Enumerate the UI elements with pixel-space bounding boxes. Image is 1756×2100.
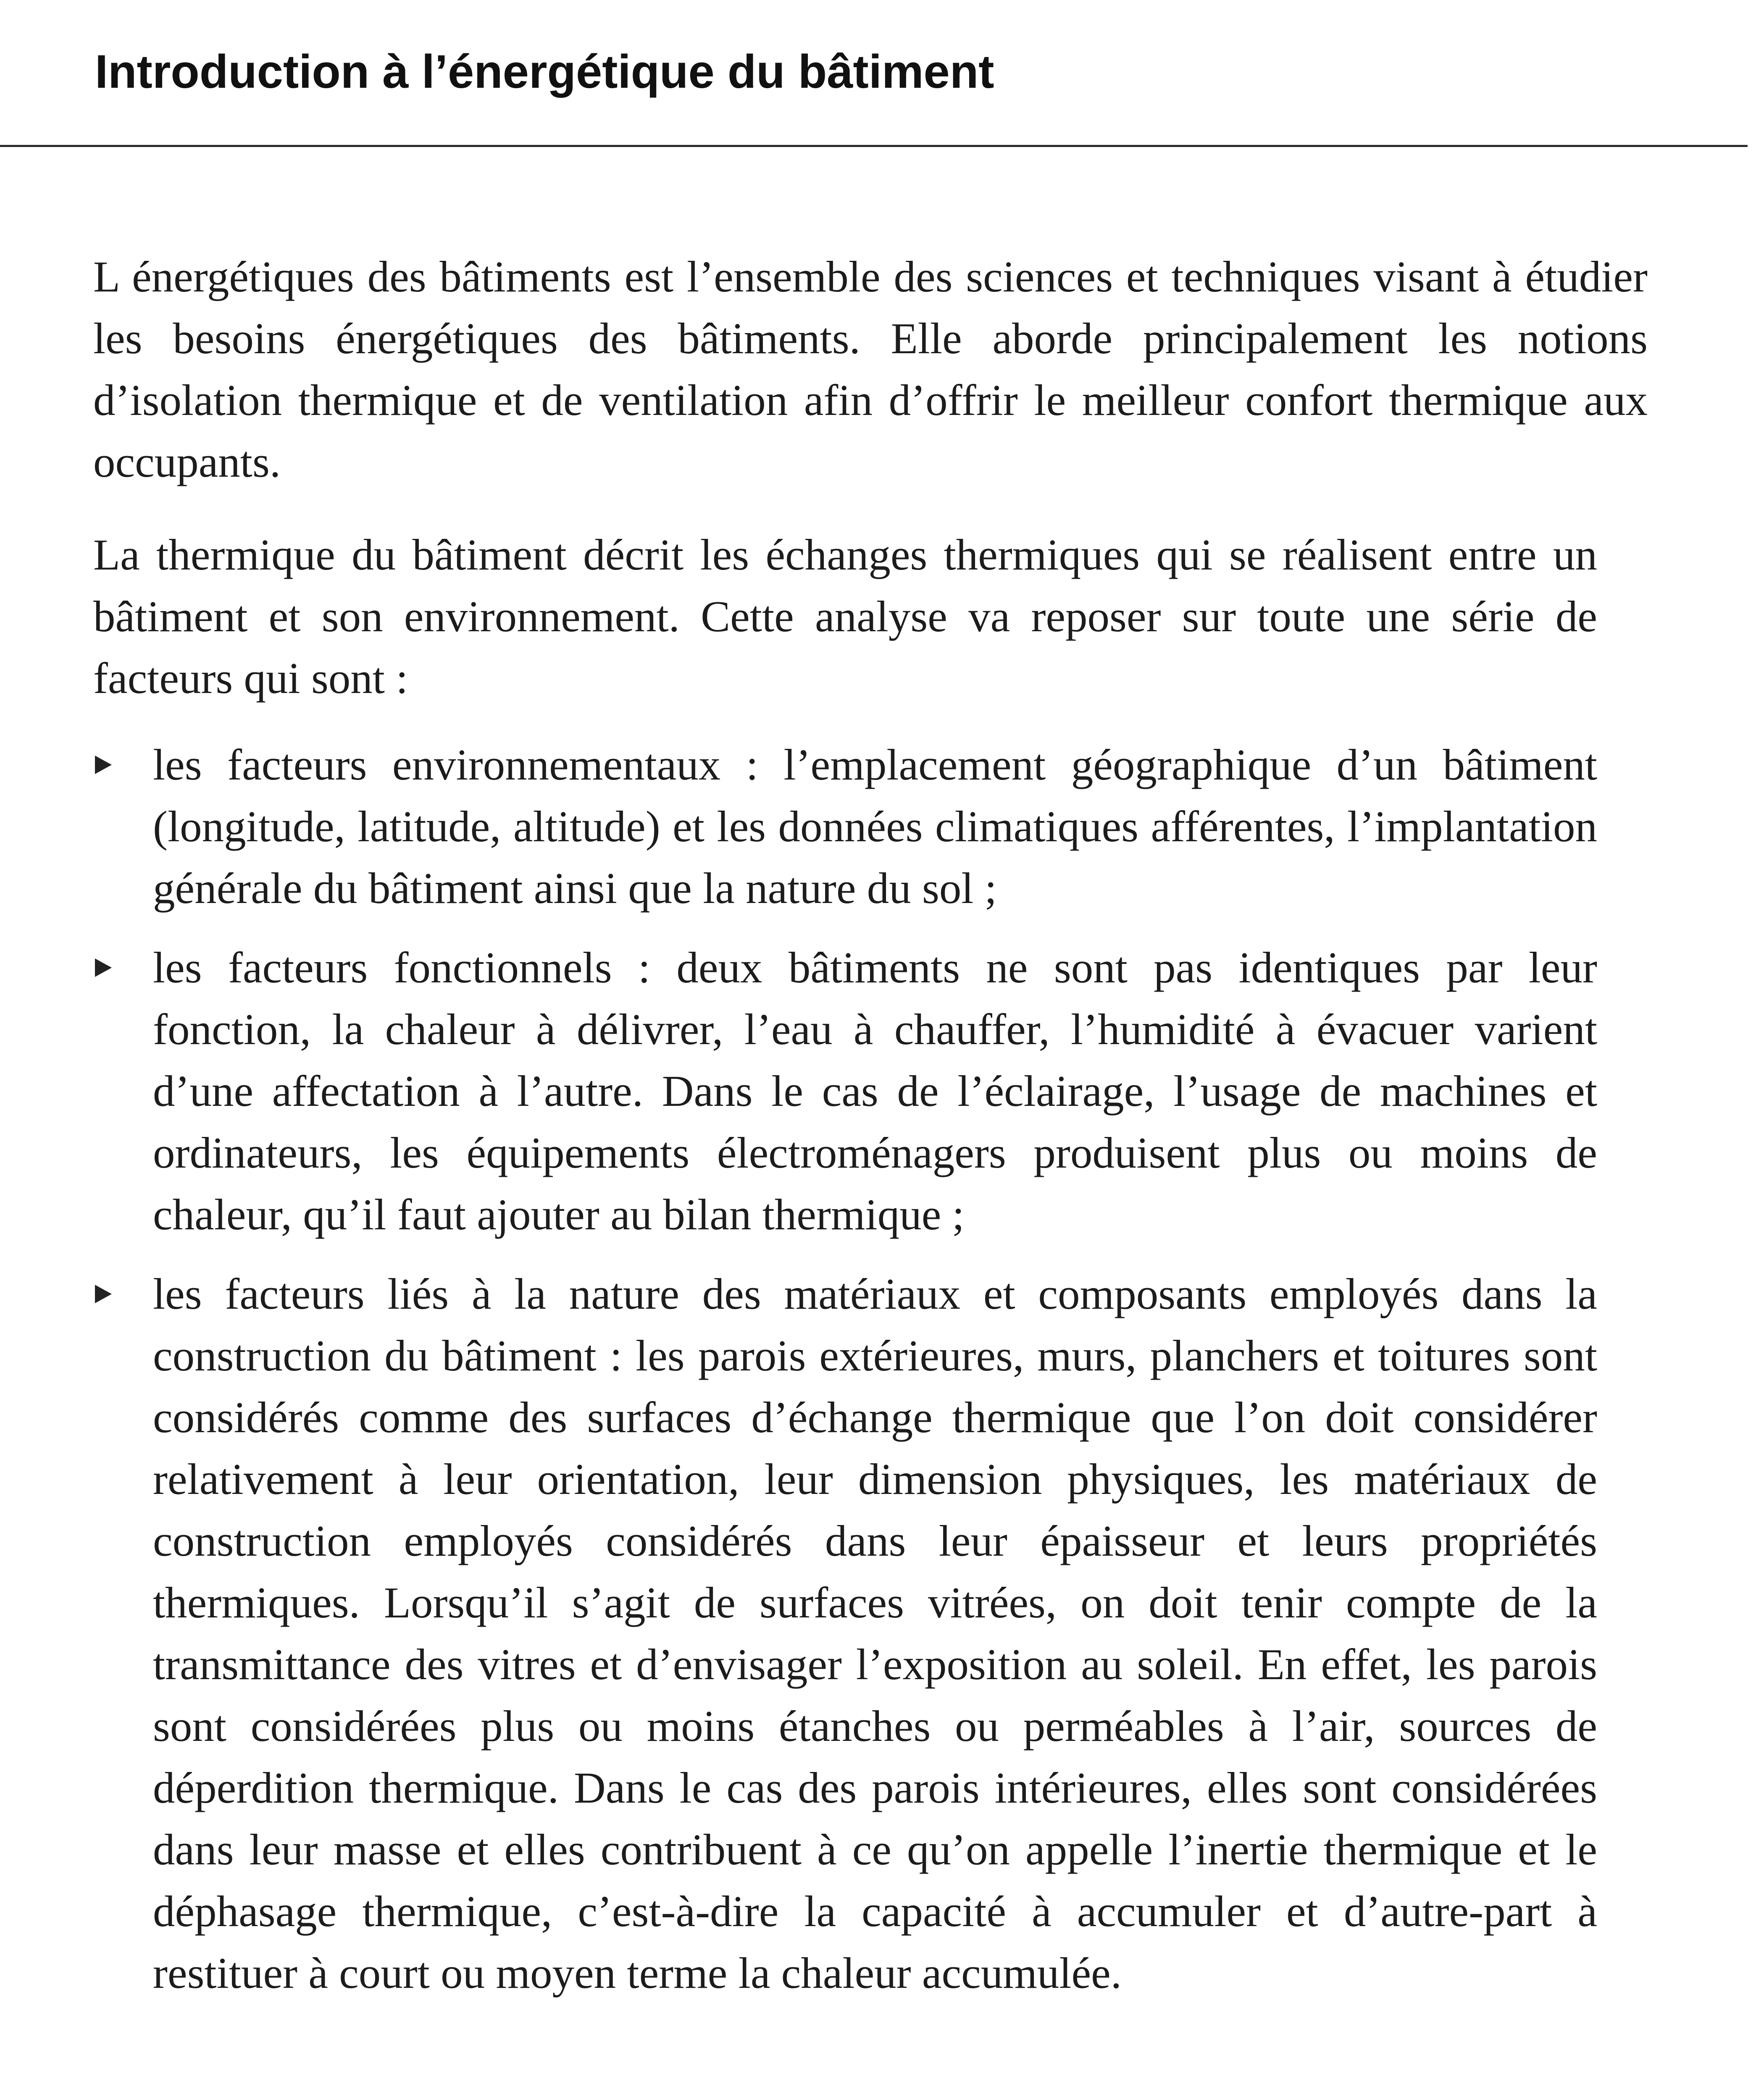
paragraph-thermique: La thermique du bâtiment décrit les échanges thermiques qui se réalisent entre un bâtiment et son environnement. Cette analyse va reposer sur toute une série de facteurs qui sont : xyxy=(93,530,1597,703)
list-item-environmental xyxy=(93,734,1597,919)
right-triangle-bullet-icon xyxy=(95,756,112,774)
list-item-functional xyxy=(93,937,1597,1245)
list-item-materials xyxy=(93,1263,1597,2004)
list-item-text: les facteurs liés à la nature des matériaux et composants employés dans la construction du bâtiment : les parois extérieures, murs, planchers et toitures sont considérés comme des surfaces d’échange thermique que l’on doit considérer relativement à leur orientation, leur dimension physiques, les matériaux de construction employés considérés dans leur épaisseur et leurs propriétés thermiques. Lorsqu’il s’agit de surfaces vitrées, on doit tenir compte de la transmittance des vitres et d’envisager l’exposition au soleil. En effet, les parois sont considérées plus ou moins étanches ou perméables à l’air, sources de déperdition thermique. Dans le cas des parois intérieures, elles sont considérées dans leur masse et elles contribuent à ce qu’on appelle l’inertie thermique et le déphasage thermique, c’est-à-dire la capacité à accumuler et d’autre-part à restituer à court ou moyen terme la chaleur accumulée. xyxy=(153,1269,1597,1998)
list-item-text: les facteurs fonctionnels : deux bâtiments ne sont pas identiques par leur fonction, la chaleur à délivrer, l’eau à chauffer, l’humidité à évacuer varient d’une affectation à l’autre. Dans le cas de l’éclairage, l’usage de machines et ordinateurs, les équipements électroménagers produisent plus ou moins de chaleur, qu’il faut ajouter au bilan thermique ; xyxy=(153,943,1597,1239)
right-triangle-bullet-icon xyxy=(95,958,112,977)
paragraph-intro: L énergétiques des bâtiments est l’ensemble des sciences et techniques visant à étudier les besoins énergétiques des bâtiments. Elle aborde principalement les notions d’isolation thermique et de ventilation afin d’offrir le meilleur confort thermique aux occupants. xyxy=(93,252,1648,486)
factors-list xyxy=(93,734,1597,2021)
list-item-text: les facteurs environnementaux : l’emplacement géographique d’un bâtiment (longitude, latitude, altitude) et les données climatiques afférentes, l’implantation générale du bâtiment ainsi que la nature du sol ; xyxy=(153,740,1597,913)
page-header-title: Introduction à l’énergétique du bâtiment xyxy=(95,45,994,98)
header-divider xyxy=(0,145,1748,147)
right-triangle-bullet-icon xyxy=(95,1285,112,1303)
